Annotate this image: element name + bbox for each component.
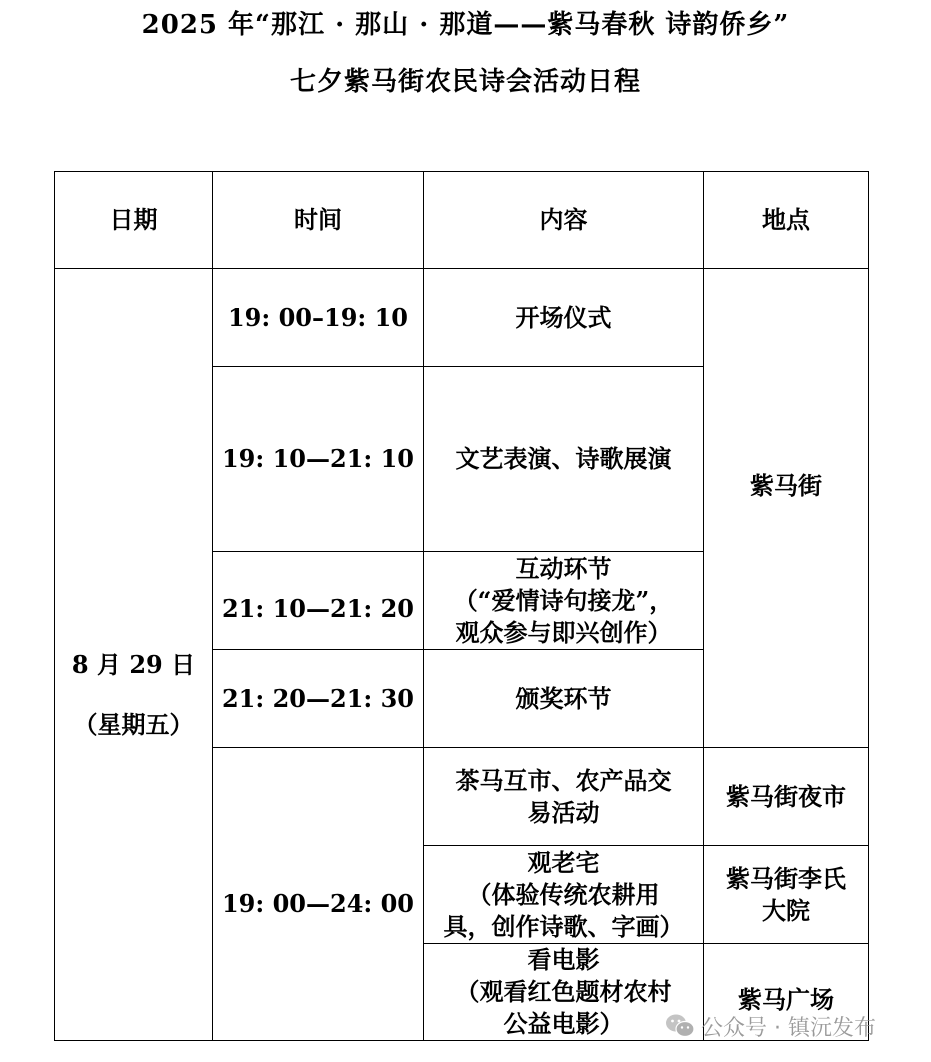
header-time: 时间 bbox=[212, 171, 424, 269]
time-cell: 19: 00—24: 00 bbox=[212, 747, 424, 1041]
content-cell: 看电影 （观看红色题材农村 公益电影） bbox=[423, 943, 704, 1041]
wechat-icon bbox=[665, 1013, 695, 1039]
schedule-table bbox=[54, 171, 869, 1041]
content-cell: 开场仪式 bbox=[423, 268, 704, 367]
weekday-line: （星期五） bbox=[73, 709, 194, 739]
location-cell: 紫马广场 bbox=[703, 943, 869, 1041]
header-location: 地点 bbox=[703, 171, 869, 269]
title-line-2: 七夕紫马街农民诗会活动日程 bbox=[289, 67, 641, 97]
title-line-1: 2025 年“那江 · 那山 · 那道——紫马春秋 诗韵侨乡” bbox=[141, 10, 790, 40]
watermark: 公众号 · 镇沅发布 bbox=[665, 1011, 876, 1041]
date-line: 8 月 29 日 bbox=[71, 649, 196, 679]
location-cell: 紫马街 bbox=[703, 268, 869, 748]
location-cell: 紫马街夜市 bbox=[703, 747, 869, 846]
content-cell: 茶马互市、农产品交 易活动 bbox=[423, 747, 704, 846]
content-cell: 文艺表演、诗歌展演 bbox=[423, 366, 704, 552]
time-cell: 21: 20—21: 30 bbox=[212, 649, 424, 748]
content-cell: 颁奖环节 bbox=[423, 649, 704, 748]
location-cell: 紫马街李氏 大院 bbox=[703, 845, 869, 944]
time-cell: 21: 10—21: 20 bbox=[212, 551, 424, 650]
header-date: 日期 bbox=[54, 171, 213, 269]
header-content: 内容 bbox=[423, 171, 704, 269]
date-cell bbox=[54, 268, 213, 1041]
content-cell: 互动环节 （“爱情诗句接龙”， 观众参与即兴创作） bbox=[423, 551, 704, 650]
content-cell: 观老宅 （体验传统农耕用 具，创作诗歌、字画） bbox=[423, 845, 704, 944]
time-cell: 19: 00–19: 10 bbox=[212, 268, 424, 367]
time-cell: 19: 10—21: 10 bbox=[212, 366, 424, 552]
